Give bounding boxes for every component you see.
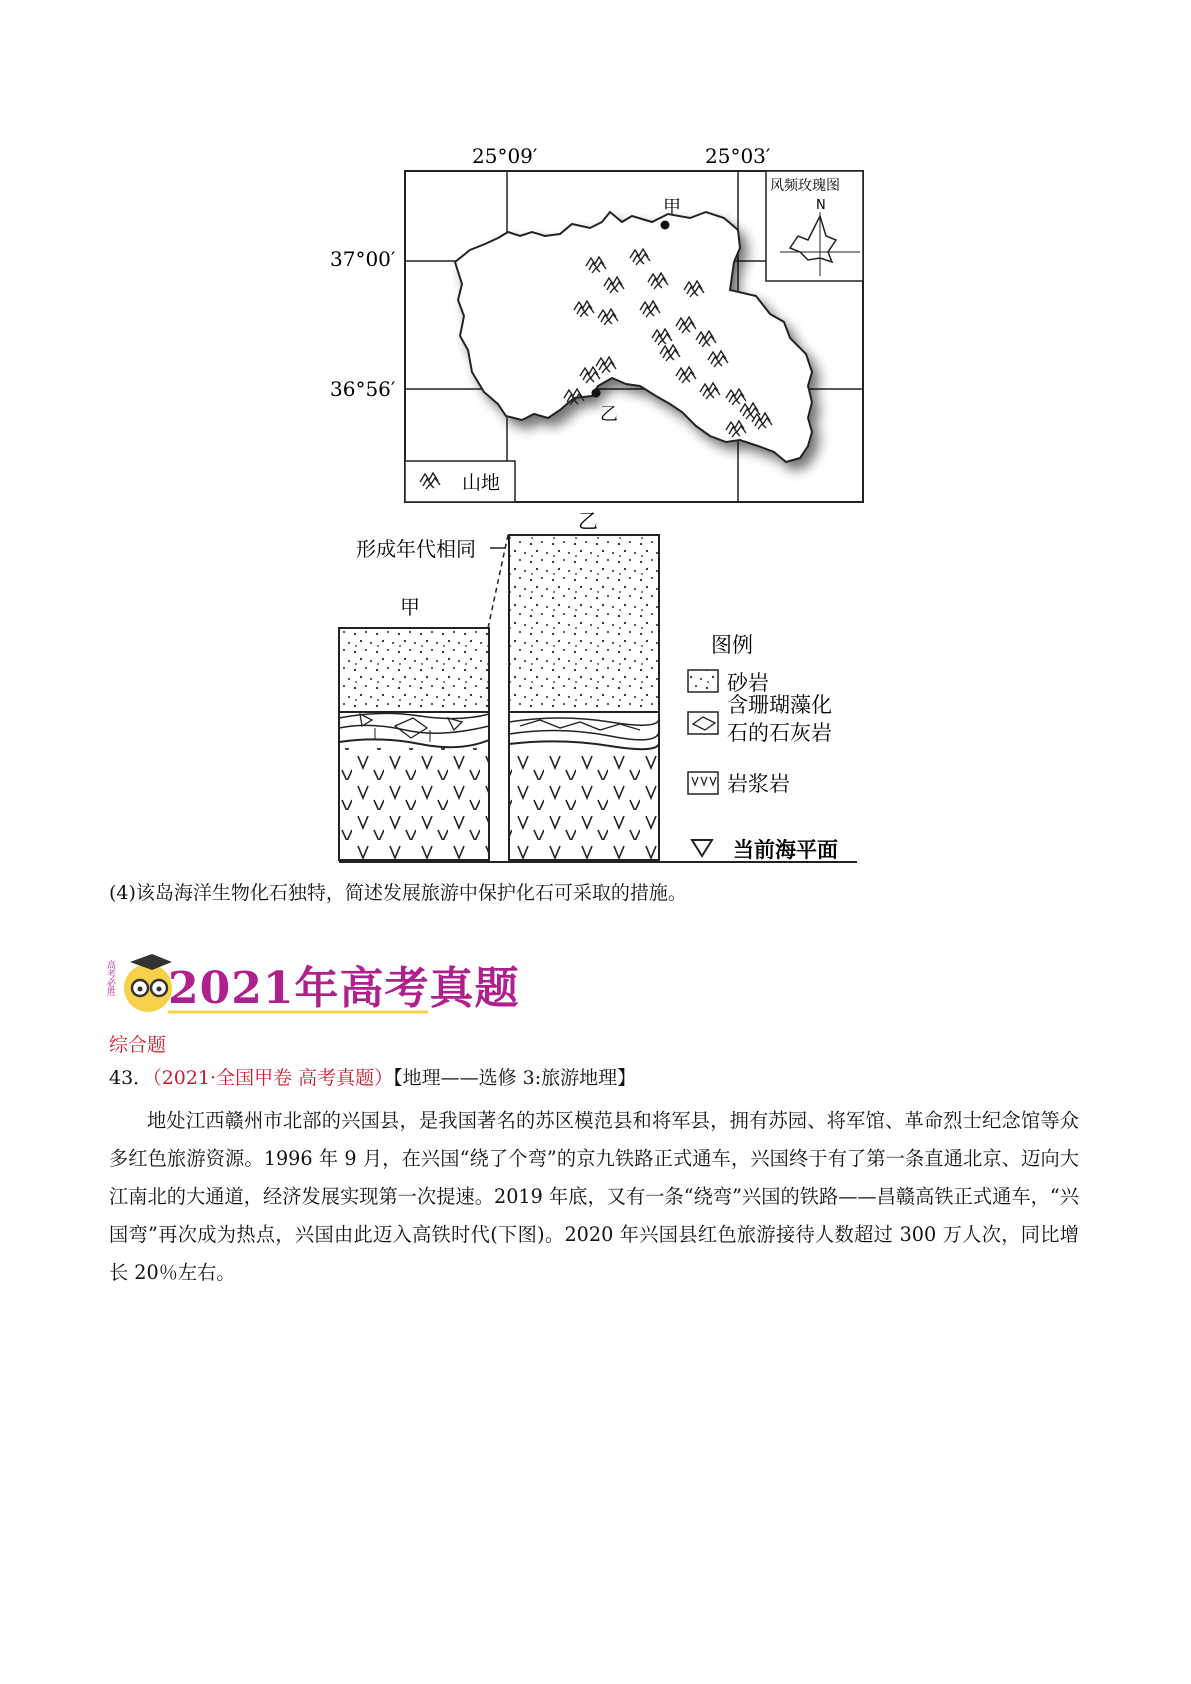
banner-title: 2021年高考真题 (168, 963, 520, 1014)
legend-limestone-label-2: 石的石灰岩 (727, 721, 832, 745)
strata-column-jia (339, 628, 489, 860)
lon-label-1: 25°09′ (472, 144, 538, 168)
legend-magma-label: 岩浆岩 (727, 772, 790, 796)
question-43-header (109, 1063, 636, 1090)
eye-right (157, 987, 162, 992)
banner-side-text: 高考必胜 (105, 960, 115, 996)
lat-label-1: 37°00′ (330, 247, 396, 271)
strata-column-yi (509, 535, 659, 860)
question-number: 43． (109, 1067, 153, 1089)
same-age-dashed-line (488, 535, 508, 628)
sea-level-label: 当前海平面 (733, 837, 838, 862)
question-source: （2021·全国甲卷 高考真题） (152, 1067, 394, 1089)
section-label: 综合题 (109, 1034, 167, 1056)
legend-limestone-label-1: 含珊瑚藻化 (727, 693, 832, 717)
strata-legend-title: 图例 (711, 633, 753, 657)
question-topic: 【地理——选修 3:旅游地理】 (393, 1067, 637, 1089)
strata-col-yi-label: 乙 (578, 509, 598, 533)
strata-col-jia-label: 甲 (400, 595, 420, 619)
lon-label-2: 25°03′ (705, 144, 771, 168)
north-label: N (816, 198, 826, 213)
point-yi-label: 乙 (600, 404, 618, 425)
legend-sandstone-label: 砂岩 (727, 671, 769, 695)
legend-mountain-label: 山地 (462, 472, 501, 494)
wind-rose-title: 风频玫瑰图 (770, 178, 840, 194)
point-jia-marker (661, 221, 670, 230)
legend-limestone-swatch (688, 712, 718, 734)
question-43-paragraph: 地处江西赣州市北部的兴国县，是我国著名的苏区模范县和将军县，拥有苏园、将军馆、革命烈士纪念馆等众多红色旅游资源。1996 年 9 月，在兴国“绕了个弯”的京九铁路正式通车，兴国终于有了第一条直通北京、迈向大江南北的大通道，经济发展实现第一次提速。2019 年底，又有一条“绕弯”兴国的铁路——昌赣高铁正式通车，“兴国弯”再次成为热点，兴国由此迈入高铁时代(下图)。2020 年兴国县红色旅游接待人数超过 300 万人次，同比增长 20％左右。 (109, 1109, 1079, 1284)
legend-sandstone-swatch (688, 670, 718, 692)
lat-label-2: 36°56′ (330, 377, 396, 401)
eye-left (138, 987, 143, 992)
question-4-text: (4)该岛海洋生物化石独特，简述发展旅游中保护化石可采取的措施。 (109, 882, 687, 904)
same-age-note: 形成年代相同 (356, 537, 476, 561)
island-map-figure (0, 0, 1191, 520)
point-yi-marker (592, 389, 601, 398)
strata-figure (0, 500, 1191, 870)
sea-level-icon (692, 840, 712, 856)
island-outline (455, 212, 812, 462)
point-jia-label: 甲 (663, 197, 681, 218)
